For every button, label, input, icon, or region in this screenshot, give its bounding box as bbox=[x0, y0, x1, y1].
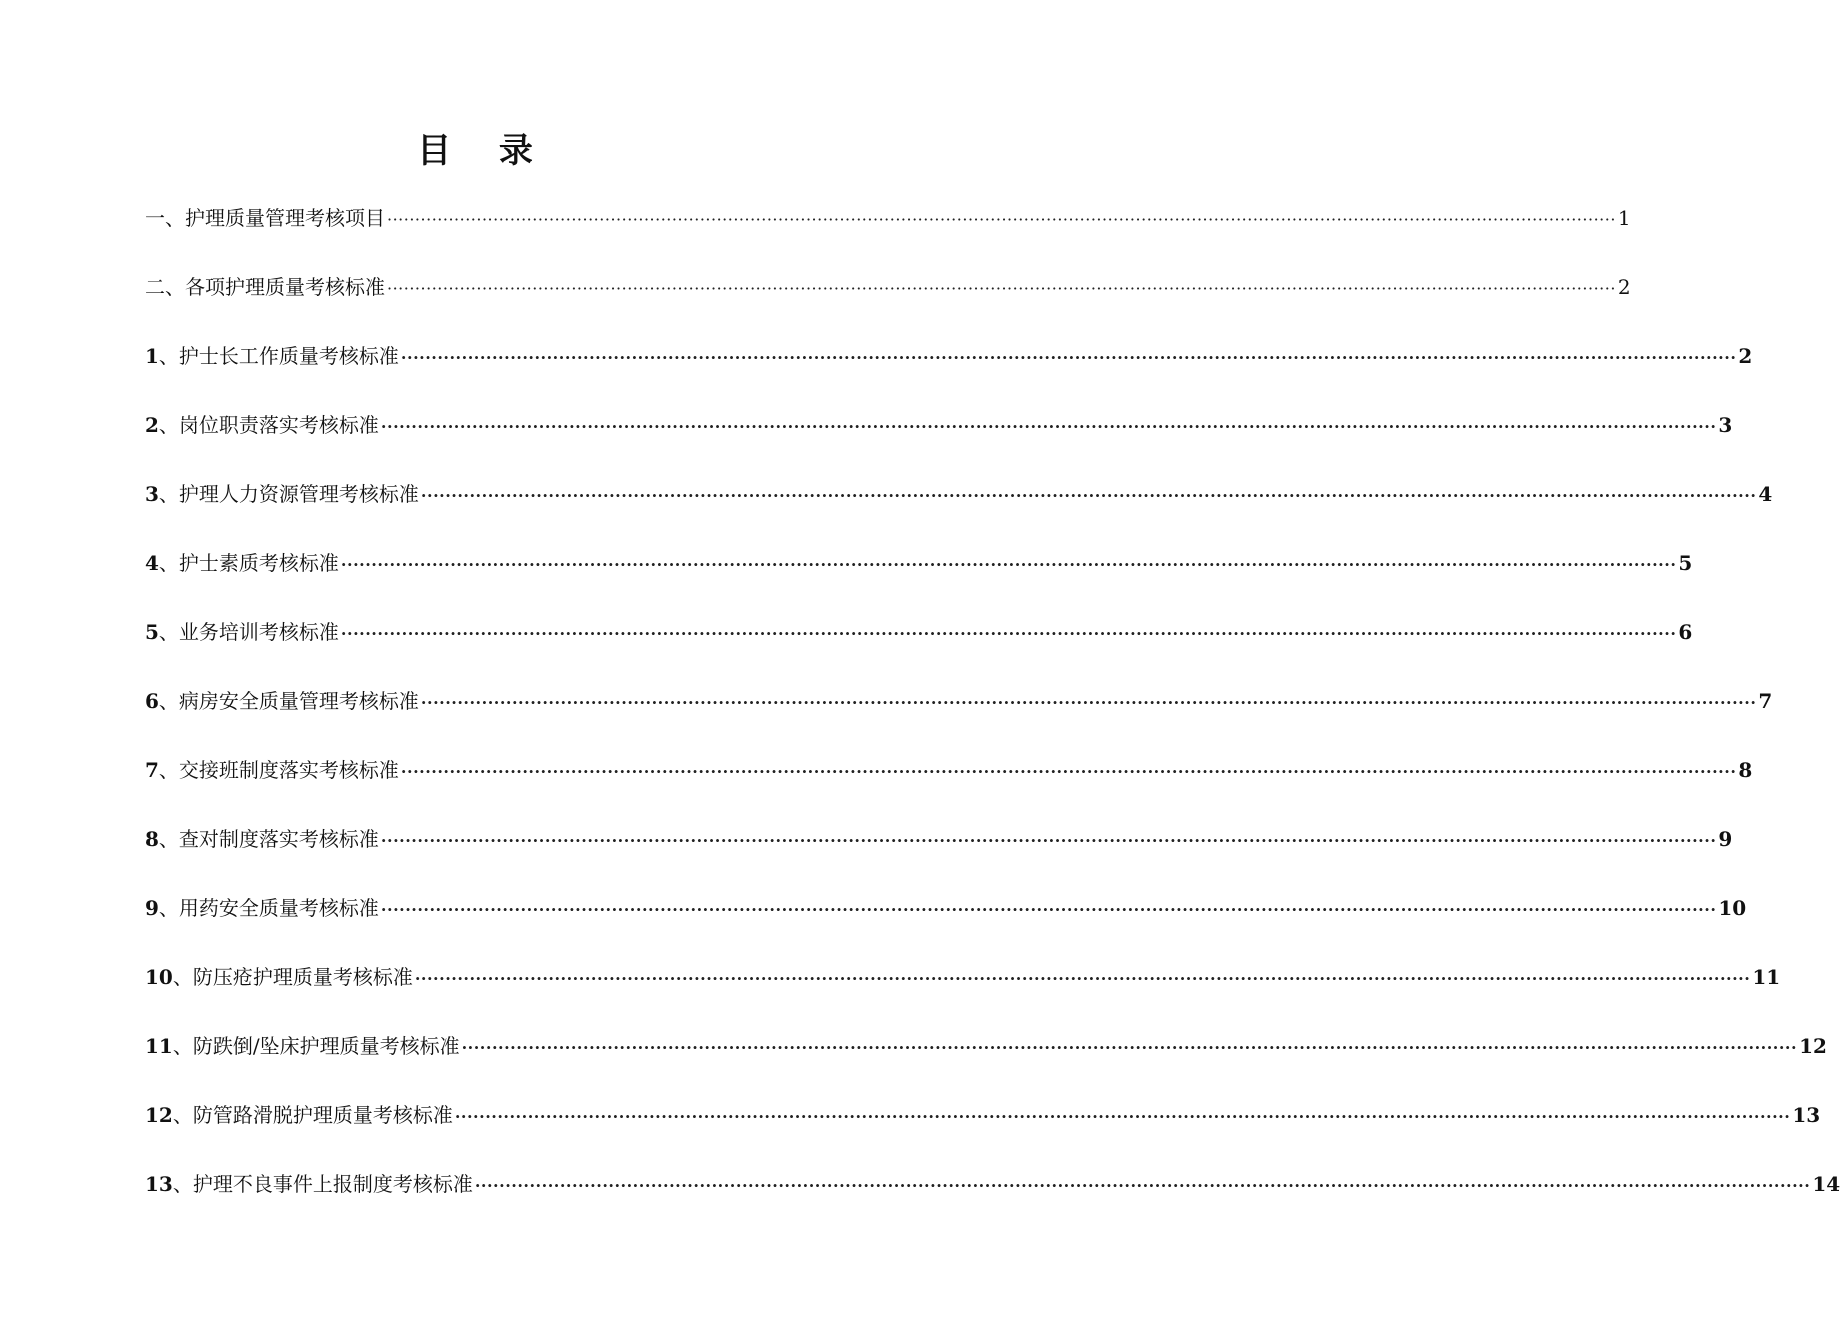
toc-entry-page-number: 2 bbox=[1617, 275, 1631, 299]
toc-entry-text bbox=[145, 196, 385, 240]
toc-entry-page-number: 8 bbox=[1738, 758, 1753, 782]
toc-dot-leader: ···························································································································································································································· bbox=[380, 831, 1717, 850]
toc-entry-number: 4 bbox=[145, 551, 159, 575]
toc-entry-page-number: 9 bbox=[1718, 827, 1733, 851]
toc-entry-number: 8 bbox=[145, 827, 159, 851]
toc-entry[interactable] bbox=[145, 1162, 1840, 1231]
toc-dot-leader: ···························································································································································································································· bbox=[380, 900, 1717, 919]
toc-entry-number: 13 bbox=[145, 1172, 173, 1196]
toc-dot-leader: ···························································································································································································································· bbox=[420, 693, 1757, 712]
toc-entry[interactable] bbox=[145, 403, 1733, 472]
toc-entry-label: 、病房安全质量管理考核标准 bbox=[158, 689, 419, 713]
toc-entry-text bbox=[145, 886, 379, 930]
toc-entry[interactable] bbox=[145, 1024, 1827, 1093]
toc-entry-label: 、用药安全质量考核标准 bbox=[158, 896, 379, 920]
toc-title: 目 录 bbox=[417, 131, 551, 171]
toc-entry-text bbox=[145, 541, 339, 585]
toc-entry-number: 11 bbox=[145, 1034, 173, 1058]
toc-entry[interactable] bbox=[145, 610, 1693, 679]
toc-entry-label: 二、各项护理质量考核标准 bbox=[145, 275, 385, 299]
toc-entry-label: 、防跌倒/坠床护理质量考核标准 bbox=[172, 1034, 460, 1058]
toc-entry-number: 2 bbox=[145, 413, 159, 437]
toc-entry-number: 6 bbox=[145, 689, 159, 713]
toc-entry-page-number: 6 bbox=[1678, 620, 1693, 644]
toc-dot-leader: ···························································································································································································································· bbox=[340, 555, 1677, 574]
toc-entry[interactable] bbox=[145, 472, 1773, 541]
toc-entry[interactable] bbox=[145, 265, 1631, 334]
toc-entry-page-number: 3 bbox=[1718, 413, 1733, 437]
toc-entry-text bbox=[145, 403, 379, 447]
toc-entry-page-number: 14 bbox=[1812, 1172, 1840, 1196]
toc-entry-label: 、查对制度落实考核标准 bbox=[158, 827, 379, 851]
toc-entry-number: 9 bbox=[145, 896, 159, 920]
toc-dot-leader: ···························································································································································································································· bbox=[387, 279, 1616, 298]
toc-entry[interactable] bbox=[145, 955, 1781, 1024]
toc-dot-leader: ···························································································································································································································· bbox=[387, 210, 1616, 229]
toc-entry-number: 7 bbox=[145, 758, 159, 782]
toc-entry-page-number: 12 bbox=[1799, 1034, 1827, 1058]
toc-entry[interactable] bbox=[145, 679, 1773, 748]
toc-entry-text bbox=[145, 1024, 460, 1068]
toc-entry-label: 、护士长工作质量考核标准 bbox=[158, 344, 399, 368]
toc-entry-number: 5 bbox=[145, 620, 159, 644]
toc-entry[interactable] bbox=[145, 541, 1693, 610]
toc-entry-label: 、防压疮护理质量考核标准 bbox=[172, 965, 413, 989]
toc-entry-text bbox=[145, 955, 413, 999]
toc-entry-page-number: 10 bbox=[1718, 896, 1747, 920]
toc-entry-number: 10 bbox=[145, 965, 173, 989]
toc-entry-page-number: 1 bbox=[1617, 206, 1631, 230]
toc-entry-text bbox=[145, 1162, 473, 1206]
toc-entry-text bbox=[145, 472, 419, 516]
toc-entry[interactable] bbox=[145, 1093, 1821, 1162]
toc-entry-text bbox=[145, 265, 385, 309]
toc-entry-text bbox=[145, 334, 399, 378]
toc-entry-text bbox=[145, 610, 339, 654]
toc-dot-leader: ···························································································································································································································· bbox=[340, 624, 1677, 643]
toc-dot-leader: ···························································································································································································································· bbox=[474, 1176, 1811, 1195]
toc-entry-label: 、交接班制度落实考核标准 bbox=[158, 758, 399, 782]
toc-entry[interactable] bbox=[145, 886, 1747, 955]
toc-entry-label: 、护理人力资源管理考核标准 bbox=[158, 482, 419, 506]
toc-entry[interactable] bbox=[145, 196, 1631, 265]
toc-entry-page-number: 2 bbox=[1738, 344, 1753, 368]
toc-entry-label: 、护士素质考核标准 bbox=[158, 551, 339, 575]
toc-entry[interactable] bbox=[145, 817, 1733, 886]
toc-dot-leader: ···························································································································································································································· bbox=[400, 762, 1737, 781]
toc-dot-leader: ···························································································································································································································· bbox=[420, 486, 1757, 505]
toc-entry-text bbox=[145, 1093, 453, 1137]
toc-entry-page-number: 5 bbox=[1678, 551, 1693, 575]
toc-entry-label: 一、护理质量管理考核项目 bbox=[145, 206, 385, 230]
toc-dot-leader: ···························································································································································································································· bbox=[380, 417, 1717, 436]
toc-entry-page-number: 13 bbox=[1792, 1103, 1821, 1127]
toc-entry-label: 、护理不良事件上报制度考核标准 bbox=[172, 1172, 473, 1196]
toc-dot-leader: ···························································································································································································································· bbox=[454, 1107, 1791, 1126]
toc-dot-leader: ···························································································································································································································· bbox=[414, 969, 1751, 988]
toc-dot-leader: ···························································································································································································································· bbox=[461, 1038, 1798, 1057]
toc-dot-leader: ···························································································································································································································· bbox=[400, 348, 1737, 367]
toc-entry-page-number: 11 bbox=[1752, 965, 1781, 989]
toc-entry[interactable] bbox=[145, 334, 1753, 403]
toc-entry-text bbox=[145, 748, 399, 792]
toc-entry-text bbox=[145, 817, 379, 861]
toc-list bbox=[145, 196, 1840, 1231]
toc-entry-label: 、防管路滑脱护理质量考核标准 bbox=[172, 1103, 453, 1127]
toc-entry-number: 1 bbox=[145, 344, 159, 368]
toc-entry-label: 、业务培训考核标准 bbox=[158, 620, 339, 644]
toc-entry-label: 、岗位职责落实考核标准 bbox=[158, 413, 379, 437]
toc-entry-number: 3 bbox=[145, 482, 159, 506]
toc-entry-page-number: 7 bbox=[1758, 689, 1773, 713]
toc-entry-page-number: 4 bbox=[1758, 482, 1773, 506]
toc-entry-number: 12 bbox=[145, 1103, 173, 1127]
toc-entry[interactable] bbox=[145, 748, 1753, 817]
toc-entry-text bbox=[145, 679, 419, 723]
